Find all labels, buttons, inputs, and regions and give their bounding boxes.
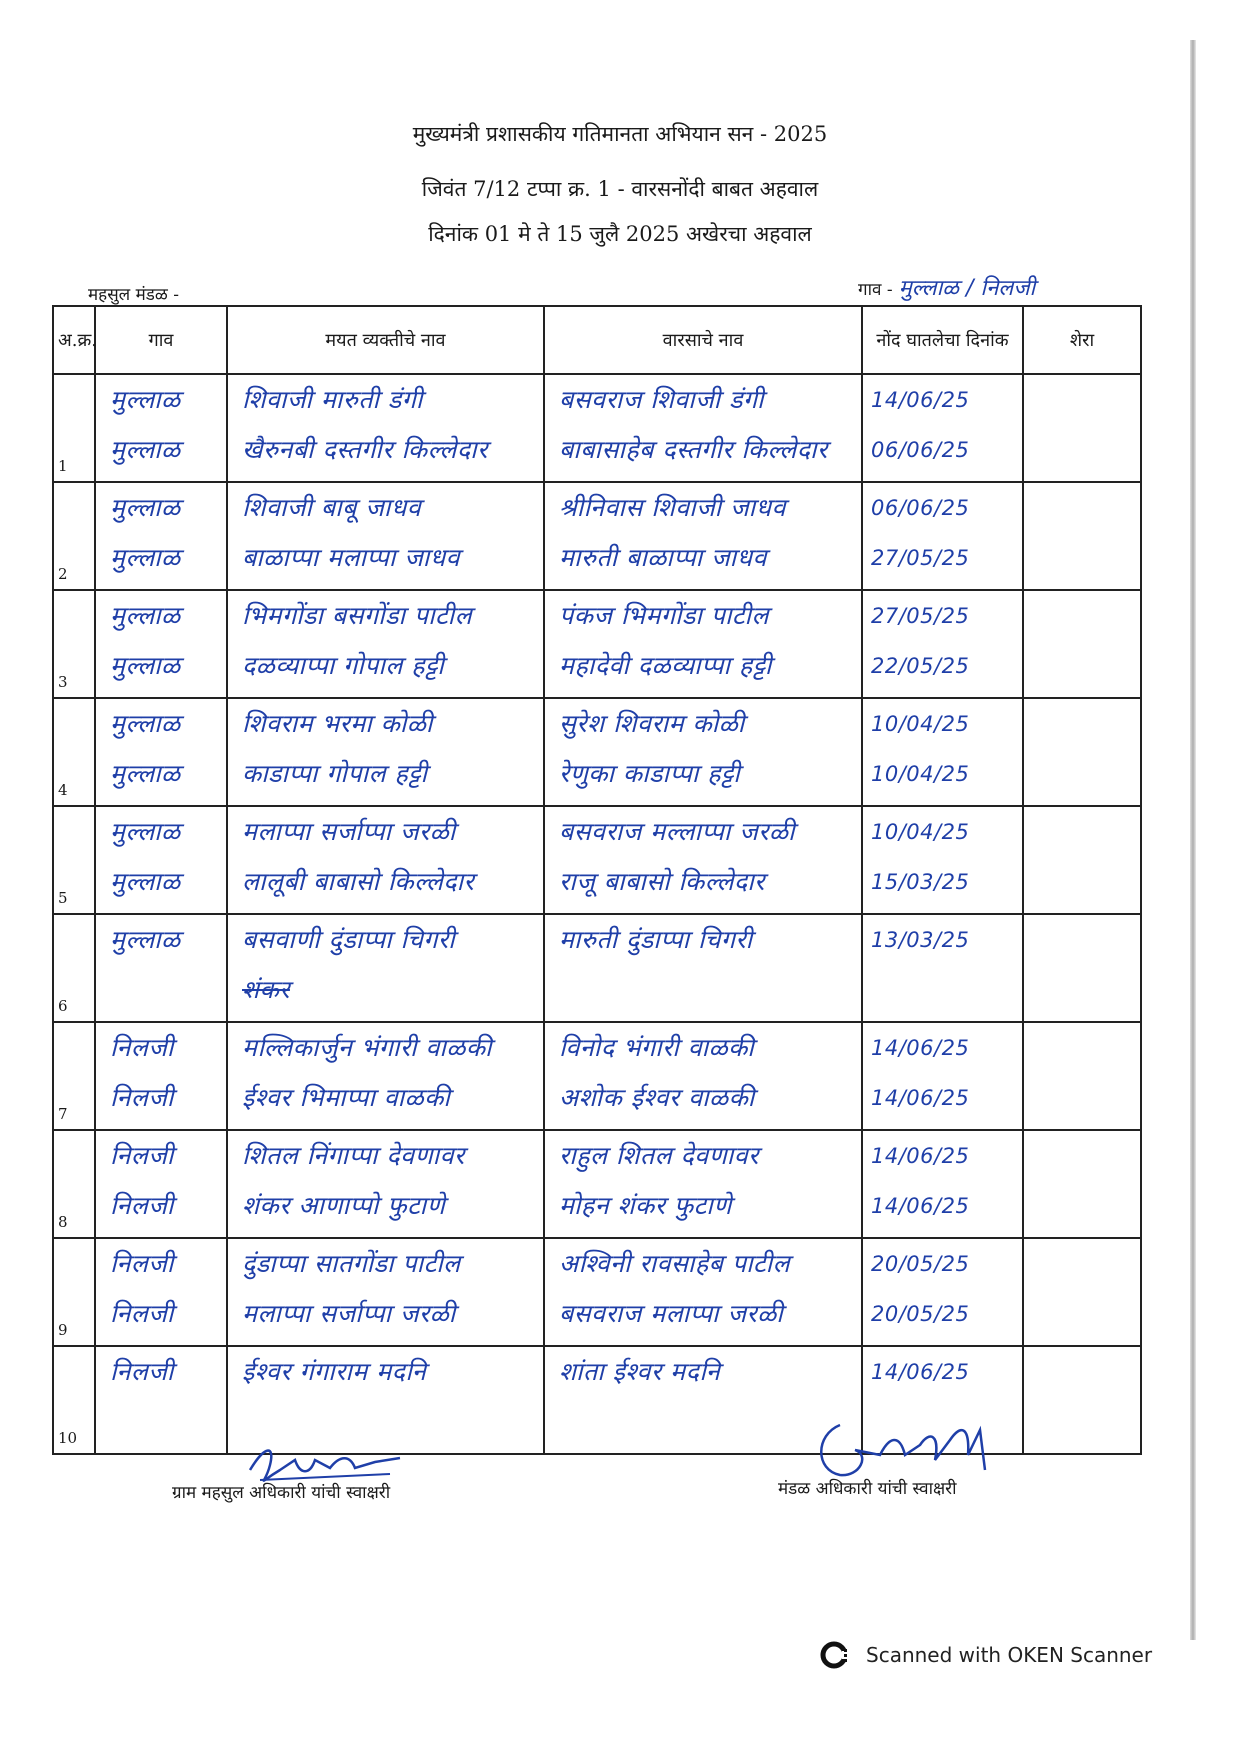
village-value: मुल्लाळ / निलजी: [898, 276, 1036, 301]
handwritten-date-entry: 14/06/25: [871, 388, 970, 412]
handwritten-deceased-entry: लालूबी बाबासो किल्लेदार: [242, 867, 475, 896]
entry-date-cell: [862, 1238, 1023, 1346]
handwritten-heir-entry: राहुल शितल देवणावर: [559, 1141, 759, 1170]
heir-name-cell: [544, 1238, 862, 1346]
handwritten-deceased-entry: खैरुनबी दस्तगीर किल्लेदार: [242, 435, 488, 464]
report-subtitle: जिवंत 7/12 टप्पा क्र. 1 - वारसनोंदी बाबत अहवाल: [421, 177, 819, 201]
handwritten-village-entry: मुल्लाळ: [110, 759, 181, 788]
handwritten-heir-entry: बाबासाहेब दस्तगीर किल्लेदार: [559, 435, 828, 464]
table-row: [53, 590, 1141, 698]
row-serial-number: 7: [53, 1022, 95, 1130]
scanner-watermark: [820, 1640, 1152, 1670]
handwritten-date-entry: 10/04/25: [871, 820, 970, 844]
handwritten-deceased-entry: दळव्याप्पा गोपाल हट्टी: [242, 651, 445, 680]
entry-date-cell: [862, 482, 1023, 590]
handwritten-heir-entry: मारुती बाळाप्पा जाधव: [559, 543, 767, 572]
handwritten-deceased-entry: शंकर: [242, 975, 290, 1004]
handwritten-village-entry: निलजी: [110, 1033, 174, 1062]
scanner-text: Scanned with OKEN Scanner: [866, 1643, 1153, 1667]
heir-name-cell: [544, 914, 862, 1022]
table-row: [53, 482, 1141, 590]
entry-date-cell: [862, 698, 1023, 806]
handwritten-deceased-entry: काडाप्पा गोपाल हट्टी: [242, 759, 428, 788]
handwritten-date-entry: 27/05/25: [871, 546, 970, 570]
handwritten-heir-entry: बसवराज मल्लाप्पा जरळी: [559, 817, 795, 846]
row-serial-number: 1: [53, 374, 95, 482]
circle-officer-signature-label: मंडळ अधिकारी यांची स्वाक्षरी: [778, 1479, 957, 1499]
handwritten-date-entry: [863, 965, 1022, 1015]
handwritten-date-entry: 10/04/25: [871, 712, 970, 736]
deceased-name-cell: [227, 482, 544, 590]
village-cell: [95, 1022, 227, 1130]
deceased-name-cell: [227, 1022, 544, 1130]
table-row: [53, 698, 1141, 806]
heir-name-cell: [544, 1130, 862, 1238]
handwritten-date-entry: 14/06/25: [871, 1194, 970, 1218]
remarks-cell: [1023, 806, 1141, 914]
entry-date-cell: [862, 806, 1023, 914]
handwritten-deceased-entry: शिवराम भरमा कोळी: [242, 709, 433, 738]
handwritten-heir-entry: मोहन शंकर फुटाणे: [559, 1191, 732, 1220]
remarks-cell: [1023, 1022, 1141, 1130]
handwritten-deceased-entry: मलाप्पा सर्जाप्पा जरळी: [242, 1299, 456, 1328]
handwritten-heir-entry: [545, 965, 861, 1015]
village-cell: [95, 806, 227, 914]
remarks-cell: [1023, 698, 1141, 806]
deceased-name-cell: [227, 1130, 544, 1238]
handwritten-village-entry: मुल्लाळ: [110, 385, 181, 414]
deceased-name-cell: [227, 806, 544, 914]
table-row: [53, 914, 1141, 1022]
row-serial-number: 10: [53, 1346, 95, 1454]
handwritten-village-entry: मुल्लाळ: [110, 543, 181, 572]
handwritten-date-entry: 27/05/25: [871, 604, 970, 628]
entry-date-cell: [862, 1022, 1023, 1130]
table-row: [53, 806, 1141, 914]
row-serial-number: 9: [53, 1238, 95, 1346]
deceased-name-cell: [227, 374, 544, 482]
handwritten-village-entry: मुल्लाळ: [110, 925, 181, 954]
handwritten-village-entry: निलजी: [110, 1191, 174, 1220]
handwritten-heir-entry: राजू बाबासो किल्लेदार: [559, 867, 765, 896]
village-cell: [95, 1346, 227, 1454]
heir-name-cell: [544, 590, 862, 698]
row-serial-number: 6: [53, 914, 95, 1022]
village-label: गाव -: [858, 280, 893, 300]
handwritten-deceased-entry: दुंडाप्पा सातगोंडा पाटील: [242, 1249, 461, 1278]
table-header-row: [53, 306, 1141, 374]
entry-date-cell: [862, 590, 1023, 698]
col-header-deceased: मयत व्यक्तीचे नाव: [227, 306, 544, 374]
handwritten-date-entry: 06/06/25: [871, 496, 970, 520]
handwritten-heir-entry: शांता ईश्वर मदनि: [559, 1357, 721, 1386]
remarks-cell: [1023, 374, 1141, 482]
table-body: [53, 374, 1141, 1454]
handwritten-date-entry: 10/04/25: [871, 762, 970, 786]
handwritten-heir-entry: बसवराज शिवाजी डंगी: [559, 385, 765, 414]
table-row: [53, 1130, 1141, 1238]
handwritten-deceased-entry: शंकर आणाप्पो फुटाणे: [242, 1191, 446, 1220]
handwritten-heir-entry: महादेवी दळव्याप्पा हट्टी: [559, 651, 772, 680]
handwritten-date-entry: 20/05/25: [871, 1302, 970, 1326]
page-edge-shadow: [1190, 40, 1196, 1640]
handwritten-deceased-entry: भिमगोंडा बसगोंडा पाटील: [242, 601, 473, 630]
col-header-village: गाव: [95, 306, 227, 374]
handwritten-village-entry: निलजी: [110, 1299, 174, 1328]
handwritten-village-entry: मुल्लाळ: [110, 709, 181, 738]
handwritten-date-entry: 15/03/25: [871, 870, 970, 894]
col-header-heir: वारसाचे नाव: [544, 306, 862, 374]
report-period: दिनांक 01 मे ते 15 जुलै 2025 अखेरचा अहवाल: [428, 222, 812, 246]
oken-scanner-logo-icon: [820, 1640, 850, 1670]
village-field: [858, 272, 1035, 302]
heir-name-cell: [544, 806, 862, 914]
handwritten-heir-entry: मारुती दुंडाप्पा चिगरी: [559, 925, 753, 954]
handwritten-heir-entry: अश्विनी रावसाहेब पाटील: [559, 1249, 791, 1278]
handwritten-deceased-entry: शितल निंगाप्पा देवणावर: [242, 1141, 465, 1170]
handwritten-village-entry: [96, 965, 226, 1015]
handwritten-village-entry: निलजी: [110, 1083, 174, 1112]
col-header-entry-date: नोंद घातलेचा दिनांक: [862, 306, 1023, 374]
village-cell: [95, 1130, 227, 1238]
handwritten-date-entry: 20/05/25: [871, 1252, 970, 1276]
heir-name-cell: [544, 374, 862, 482]
row-serial-number: 3: [53, 590, 95, 698]
village-cell: [95, 590, 227, 698]
handwritten-heir-entry: अशोक ईश्वर वाळकी: [559, 1083, 755, 1112]
row-serial-number: 4: [53, 698, 95, 806]
deceased-name-cell: [227, 590, 544, 698]
heir-name-cell: [544, 1022, 862, 1130]
handwritten-heir-entry: सुरेश शिवराम कोळी: [559, 709, 745, 738]
handwritten-village-entry: निलजी: [110, 1249, 174, 1278]
entry-date-cell: [862, 374, 1023, 482]
entry-date-cell: [862, 1130, 1023, 1238]
handwritten-deceased-entry: मलाप्पा सर्जाप्पा जरळी: [242, 817, 456, 846]
remarks-cell: [1023, 1238, 1141, 1346]
remarks-cell: [1023, 1130, 1141, 1238]
handwritten-village-entry: निलजी: [110, 1141, 174, 1170]
handwritten-deceased-entry: शिवाजी बाबू जाधव: [242, 493, 422, 522]
row-serial-number: 5: [53, 806, 95, 914]
handwritten-village-entry: मुल्लाळ: [110, 651, 181, 680]
village-cell: [95, 1238, 227, 1346]
table-row: [53, 374, 1141, 482]
row-serial-number: 2: [53, 482, 95, 590]
handwritten-village-entry: मुल्लाळ: [110, 601, 181, 630]
handwritten-village-entry: निलजी: [110, 1357, 174, 1386]
remarks-cell: [1023, 590, 1141, 698]
village-cell: [95, 374, 227, 482]
handwritten-village-entry: मुल्लाळ: [110, 867, 181, 896]
village-cell: [95, 482, 227, 590]
village-officer-signature-label: ग्राम महसुल अधिकारी यांची स्वाक्षरी: [172, 1483, 391, 1503]
handwritten-date-entry: 14/06/25: [871, 1360, 970, 1384]
handwritten-heir-entry: श्रीनिवास शिवाजी जाधव: [559, 493, 786, 522]
report-title: मुख्यमंत्री प्रशासकीय गतिमानता अभियान सन - 2025: [412, 122, 828, 146]
handwritten-village-entry: मुल्लाळ: [110, 493, 181, 522]
handwritten-village-entry: मुल्लाळ: [110, 817, 181, 846]
table-row: [53, 1238, 1141, 1346]
revenue-circle-label: महसुल मंडळ -: [88, 285, 179, 305]
handwritten-deceased-entry: ईश्वर गंगाराम मदनि: [242, 1357, 427, 1386]
col-header-serial: अ.क्र.: [53, 306, 95, 374]
handwritten-date-entry: 13/03/25: [871, 928, 970, 952]
handwritten-heir-entry: रेणुका काडाप्पा हट्टी: [559, 759, 741, 788]
deceased-name-cell: [227, 1238, 544, 1346]
deceased-name-cell: [227, 698, 544, 806]
handwritten-deceased-entry: शिवाजी मारुती डंगी: [242, 385, 423, 414]
deceased-name-cell: [227, 1346, 544, 1454]
handwritten-deceased-entry: ईश्वर भिमाप्पा वाळकी: [242, 1083, 451, 1112]
row-serial-number: 8: [53, 1130, 95, 1238]
deceased-name-cell: [227, 914, 544, 1022]
handwritten-deceased-entry: मल्लिकार्जुन भंगारी वाळकी: [242, 1033, 493, 1062]
heir-name-cell: [544, 482, 862, 590]
handwritten-heir-entry: विनोद भंगारी वाळकी: [559, 1033, 755, 1062]
handwritten-deceased-entry: बाळाप्पा मलाप्पा जाधव: [242, 543, 461, 572]
handwritten-heir-entry: पंकज भिमगोंडा पाटील: [559, 601, 769, 630]
handwritten-village-entry: मुल्लाळ: [110, 435, 181, 464]
handwritten-date-entry: 22/05/25: [871, 654, 970, 678]
handwritten-deceased-entry: बसवाणी दुंडाप्पा चिगरी: [242, 925, 456, 954]
col-header-remarks: शेरा: [1023, 306, 1141, 374]
handwritten-date-entry: 14/06/25: [871, 1036, 970, 1060]
inheritance-register-table: [52, 305, 1142, 1455]
remarks-cell: [1023, 1346, 1141, 1454]
handwritten-date-entry: 14/06/25: [871, 1144, 970, 1168]
handwritten-heir-entry: बसवराज मलाप्पा जरळी: [559, 1299, 784, 1328]
heir-name-cell: [544, 698, 862, 806]
village-cell: [95, 914, 227, 1022]
handwritten-date-entry: 14/06/25: [871, 1086, 970, 1110]
village-cell: [95, 698, 227, 806]
remarks-cell: [1023, 482, 1141, 590]
entry-date-cell: [862, 914, 1023, 1022]
table-row: [53, 1022, 1141, 1130]
remarks-cell: [1023, 914, 1141, 1022]
handwritten-date-entry: 06/06/25: [871, 438, 970, 462]
